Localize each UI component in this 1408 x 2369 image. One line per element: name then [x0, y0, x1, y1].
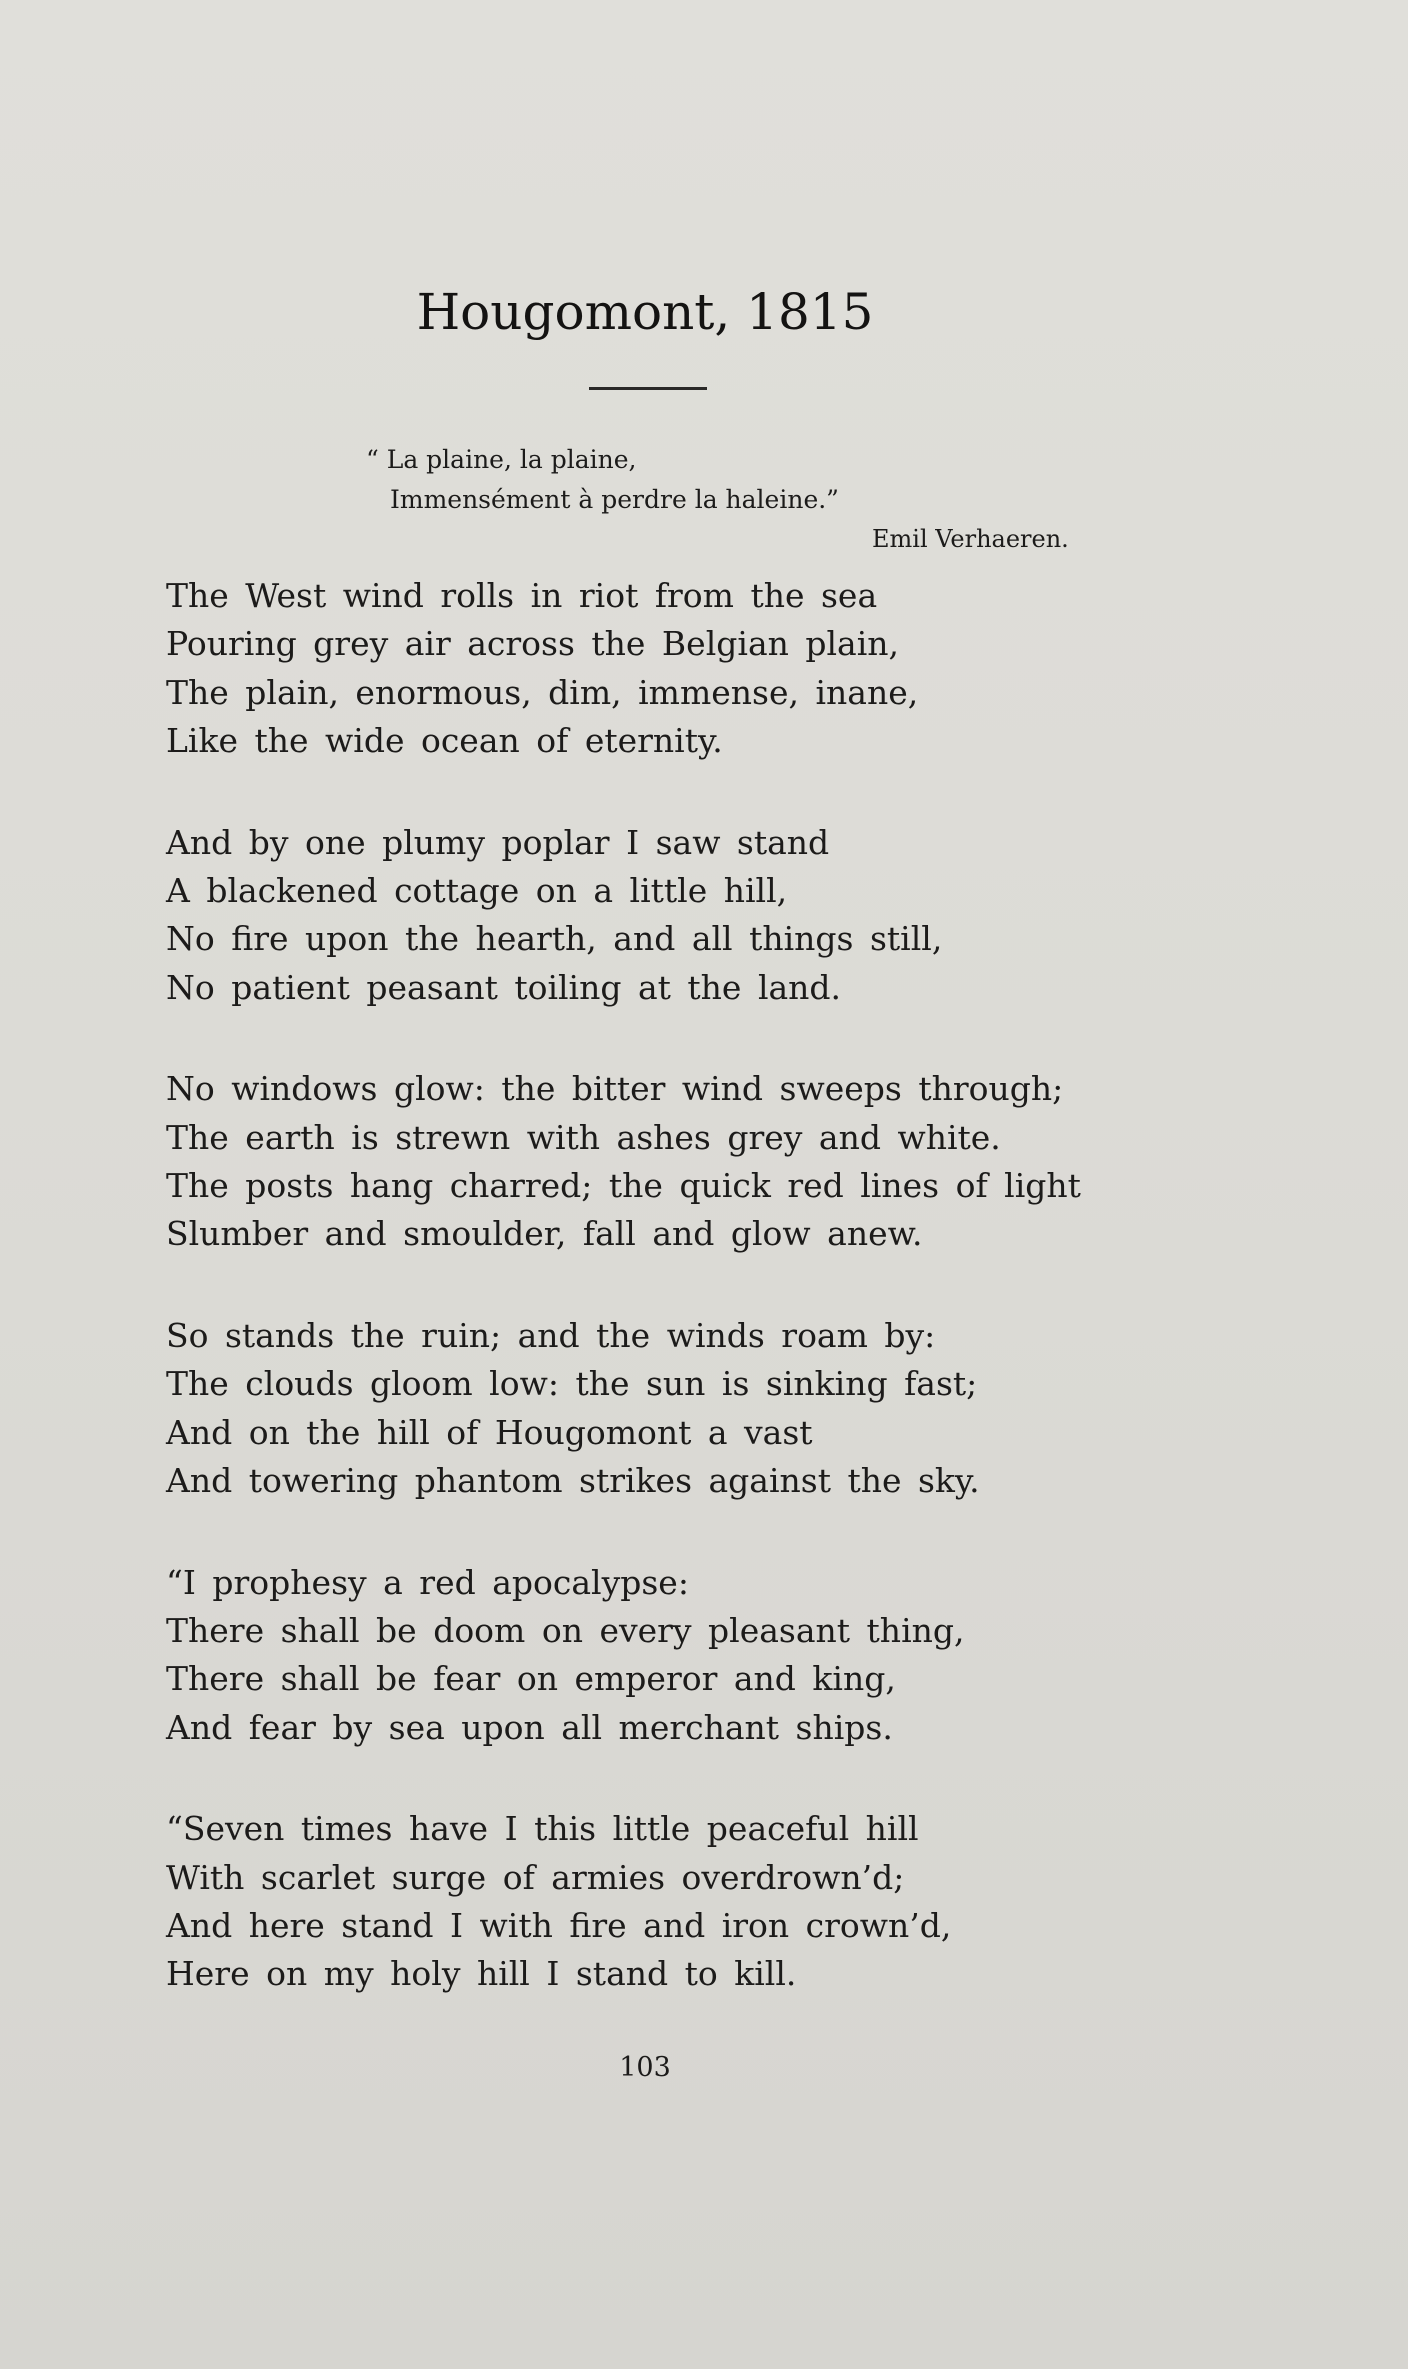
poem-line: A blackened cottage on a little hill, — [166, 871, 788, 911]
epigraph-attribution: Emil Verhaeren. — [872, 525, 1069, 553]
poem-line: There shall be doom on every pleasant thing, — [166, 1610, 965, 1650]
stanza — [166, 1312, 1346, 1506]
poem-line: No fire upon the hearth, and all things still, — [166, 919, 943, 959]
poem-line: The plain, enormous, dim, immense, inane, — [166, 672, 919, 712]
poem-line: The clouds gloom low: the sun is sinking fast; — [166, 1364, 978, 1404]
page-number: 103 — [619, 2052, 671, 2083]
stanza — [166, 1805, 1346, 1999]
poem-line: Pouring grey air across the Belgian plain, — [166, 624, 900, 664]
poem-line: “I prophesy a red apocalypse: — [166, 1562, 689, 1602]
poem-line: And here stand I with fire and iron crown’d, — [166, 1905, 952, 1945]
poem-line: The earth is strewn with ashes grey and white. — [166, 1117, 1001, 1157]
poem-line: Here on my holy hill I stand to kill. — [166, 1954, 797, 1994]
poem-line: And fear by sea upon all merchant ships. — [166, 1707, 893, 1747]
poem-line: The West wind rolls in riot from the sea — [166, 576, 878, 615]
poem-line: Slumber and smoulder, fall and glow anew. — [166, 1214, 923, 1254]
epigraph-line: “ La plaine, la plaine, — [366, 445, 637, 474]
poem-line: There shall be fear on emperor and king, — [166, 1659, 896, 1699]
stanza — [166, 819, 1346, 1013]
poem-body — [166, 572, 1346, 2052]
poem-line: Like the wide ocean of eternity. — [166, 721, 723, 761]
poem-line: No windows glow: the bitter wind sweeps through; — [166, 1069, 1064, 1109]
poem-line: So stands the ruin; and the winds roam by: — [166, 1315, 936, 1355]
stanza — [166, 1065, 1346, 1259]
epigraph-line: Immensément à perdre la haleine.” — [390, 485, 839, 514]
stanza — [166, 572, 1346, 766]
poem-line: “Seven times have I this little peaceful hill — [166, 1809, 919, 1849]
poem-line: And by one plumy poplar I saw stand — [166, 822, 830, 862]
poem-line: With scarlet surge of armies overdrown’d; — [166, 1857, 905, 1897]
poem-line: And on the hill of Hougomont a vast — [166, 1412, 813, 1452]
stanza — [166, 1559, 1346, 1753]
poem-title: Hougomont, 1815 — [416, 283, 874, 341]
poem-line: And towering phantom strikes against the sky. — [166, 1461, 980, 1501]
title-rule — [589, 387, 707, 390]
poem-line: No patient peasant toiling at the land. — [166, 967, 842, 1007]
poem-line: The posts hang charred; the quick red lines of light — [166, 1166, 1081, 1206]
